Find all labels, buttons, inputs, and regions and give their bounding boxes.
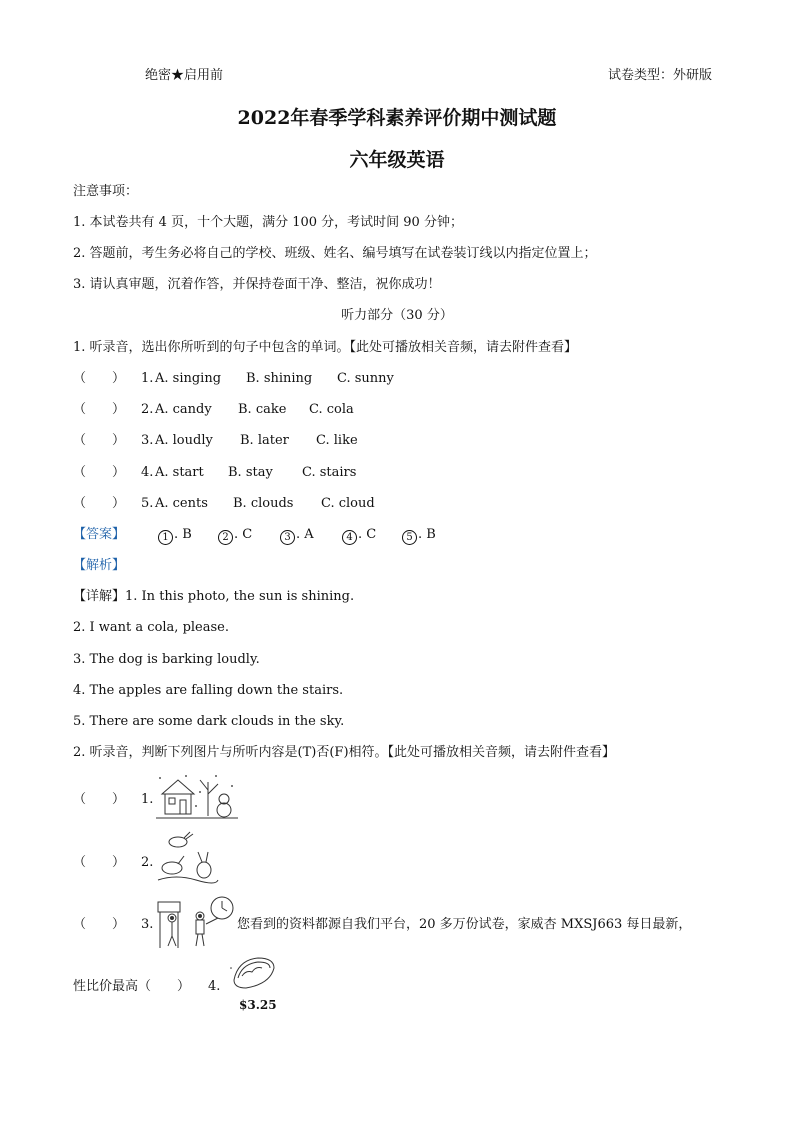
q1-item-3-num: 3.	[141, 433, 154, 448]
q2-item-4-num: 4.	[208, 979, 221, 994]
q1-item-2-option-a: A. candy	[155, 402, 212, 417]
answer-number: 4	[342, 530, 357, 545]
q1-item-1-num: 1.	[141, 371, 154, 386]
q1-item-2-option-b: B. cake	[238, 402, 287, 417]
q2-item-3-paren[interactable]: （ ）	[73, 917, 126, 932]
notice-item-3: 3. 请认真审题，沉着作答，并保持卷面干净、整洁，祝你成功！	[73, 277, 441, 292]
page-title: 2022年春季学科素养评价期中测试题	[237, 107, 557, 129]
q2-item-2-num: 2.	[141, 855, 154, 870]
q1-item-3-option-b: B. later	[240, 433, 289, 448]
q1-item-1-paren[interactable]: （ ）	[73, 371, 126, 386]
header-left: 绝密★启用前	[145, 68, 224, 83]
answer-number: 1	[158, 530, 173, 545]
q1-item-4-num: 4.	[141, 465, 154, 480]
price-label: $3.25	[239, 998, 277, 1012]
detail-line-4: 4. The apples are falling down the stairs.	[73, 683, 344, 698]
notice-item-1: 1. 本试卷共有 4 页，十个大题，满分 100 分，考试时间 90 分钟；	[73, 215, 463, 230]
notice-heading: 注意事项：	[73, 184, 139, 199]
answer-item	[342, 527, 376, 545]
q1-item-4-option-a: A. start	[155, 465, 204, 480]
q1-item-2-paren[interactable]: （ ）	[73, 402, 126, 417]
q1-item-5-option-b: B. clouds	[233, 496, 294, 511]
answer-item	[158, 527, 192, 545]
q1-item-4-option-c: C. stairs	[302, 465, 357, 480]
q2-prompt: 2. 听录音，判断下列图片与所听内容是(T)否(F)相符。【此处可播放相关音频，请去附件查看】	[73, 745, 616, 760]
q2-item-1-num: 1.	[141, 792, 154, 807]
snow-house-picture-icon	[156, 772, 238, 824]
q1-item-2-num: 2.	[141, 402, 154, 417]
notice-item-2: 2. 答题前，考生务必将自己的学校、班级、姓名、编号填写在试卷装订线以内指定位置上；	[73, 246, 597, 261]
q1-item-1-option-b: B. shining	[246, 371, 313, 386]
detail-label: 【详解】	[73, 589, 126, 604]
detail-line-2: 2. I want a cola, please.	[73, 620, 229, 635]
answer-value: . A	[296, 527, 314, 542]
answer-item	[402, 527, 436, 545]
q1-item-3-paren[interactable]: （ ）	[73, 433, 126, 448]
children-clock-picture-icon	[156, 894, 236, 950]
page-subtitle: 六年级英语	[349, 149, 445, 171]
q1-item-4-paren[interactable]: （ ）	[73, 465, 126, 480]
q1-item-1-option-a: A. singing	[155, 371, 222, 386]
section-heading: 听力部分（30 分）	[341, 308, 453, 323]
q1-item-3-option-a: A. loudly	[155, 433, 213, 448]
answer-label: 【答案】	[73, 527, 126, 542]
analysis-label: 【解析】	[73, 558, 126, 573]
q1-item-5-num: 5.	[141, 496, 154, 511]
detail-line-1	[73, 589, 354, 605]
answer-value: . C	[234, 527, 253, 542]
q1-item-4-option-b: B. stay	[228, 465, 273, 480]
q2-item-1-paren[interactable]: （ ）	[73, 792, 126, 807]
answer-value: . B	[174, 527, 192, 542]
q1-item-1-option-c: C. sunny	[337, 371, 394, 386]
q1-item-3-option-c: C. like	[316, 433, 358, 448]
rabbits-picture-icon	[156, 830, 218, 886]
header-right: 试卷类型：外研版	[608, 68, 713, 83]
q2-item-4-prefix[interactable]: 性比价最高（ ）	[73, 979, 191, 994]
hot-dog-picture-icon	[228, 954, 278, 994]
q2-item-2-paren[interactable]: （ ）	[73, 855, 126, 870]
answer-value: . C	[358, 527, 377, 542]
answer-number: 3	[280, 530, 295, 545]
q1-item-5-option-a: A. cents	[155, 496, 208, 511]
detail-text: 1. In this photo, the sun is shining.	[125, 589, 355, 604]
detail-line-3: 3. The dog is barking loudly.	[73, 652, 260, 667]
answer-item	[280, 527, 314, 545]
q2-item-3-num: 3.	[141, 917, 154, 932]
detail-line-5: 5. There are some dark clouds in the sky.	[73, 714, 345, 729]
answer-number: 5	[402, 530, 417, 545]
answer-item	[218, 527, 252, 545]
ad-text: 您看到的资料都源自我们平台，20 多万份试卷，家威杏 MXSJ663 每日最新，	[237, 917, 692, 932]
q1-item-5-paren[interactable]: （ ）	[73, 496, 126, 511]
answer-number: 2	[218, 530, 233, 545]
answer-value: . B	[418, 527, 436, 542]
q1-item-2-option-c: C. cola	[309, 402, 354, 417]
q1-prompt: 1. 听录音，选出你所听到的句子中包含的单词。【此处可播放相关音频，请去附件查看】	[73, 340, 578, 355]
q1-item-5-option-c: C. cloud	[321, 496, 375, 511]
